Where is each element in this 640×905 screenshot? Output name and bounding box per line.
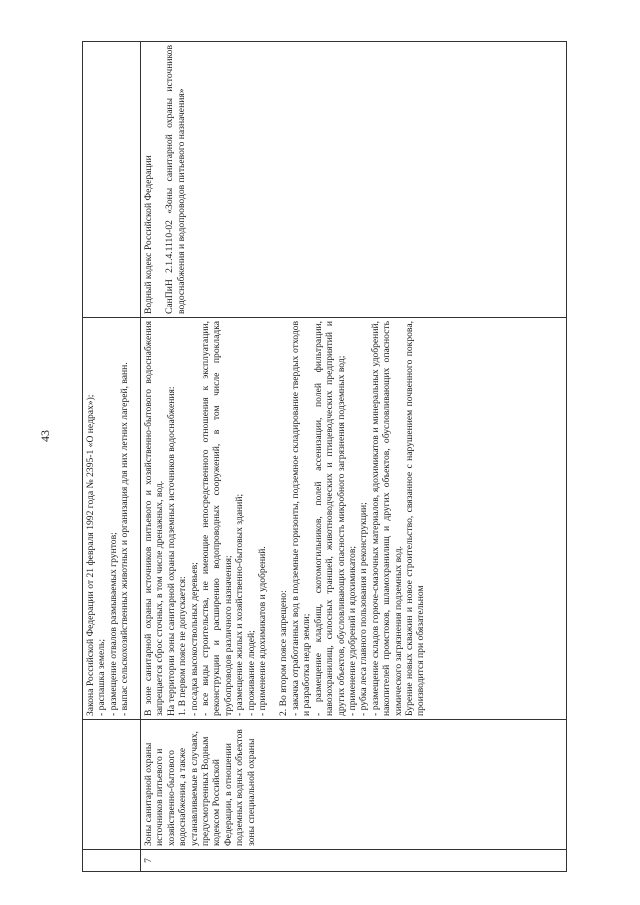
table-row xyxy=(83,42,141,872)
page-number: 43 xyxy=(38,430,52,442)
zone-name: Зоны санитарной охраны источников питьевого и хозяйственно-бытового водоснабжения, а также устанавливаемые в случаях, предусмотренных Водным кодексом Российской Федерации, в отношении подземных водных объектов зоны специальной охраны xyxy=(141,720,567,850)
restriction-territory: На территории зоны санитарной охраны подземных источников водоснабжения: xyxy=(165,386,177,716)
belt1-header: 1. В первом поясе не допускается: xyxy=(177,576,189,716)
belt2-item: Бурение новых скважин и новое строительство, связанное с нарушением почвенного покрова, производится при обязательном xyxy=(403,321,427,716)
belt2-item: - применение удобрений и ядохимикатов; xyxy=(346,545,358,716)
text-line: - выпас сельскохозяйственных животных и организация для них летних лагерей, ванн. xyxy=(119,362,131,716)
cell-restrictions-top xyxy=(83,318,141,720)
rotated-document xyxy=(82,42,567,872)
restrictions-cell xyxy=(141,318,567,720)
paragraph-gap xyxy=(154,45,164,314)
legal-basis-cell xyxy=(141,42,567,318)
belt2-item: - размещение кладбищ, скотомогильников, полей ассенизации, полей фильтрации, навозохранилищ, силосных траншей, животноводческих и птицеводческих предприятий и других объектов, обусловливающих опасность микробного загрязнения подземных вод; xyxy=(312,321,347,716)
belt2-item: - закачка отработанных вод в подземные горизонты, подземное складирование твердых отходов и разработка недр земли; xyxy=(289,321,313,716)
paragraph-gap xyxy=(268,321,278,716)
cell-name-top xyxy=(83,720,141,850)
belt1-item: - все виды строительства, не имеющие непосредственного отношения к эксплуатации, реконструкции и расширению водопроводных сооружений, в том числе прокладка трубопроводов различного назначения; xyxy=(200,321,234,716)
belt1-item: - посадка высокоствольных деревьев; xyxy=(188,562,200,716)
cell-number-top xyxy=(83,850,141,872)
table-row xyxy=(141,42,567,872)
belt1-item: - размещение жилых и хозяйственно-бытовых зданий; xyxy=(234,493,246,716)
belt2-item: - размещение складов горюче-смазочных материалов, ядохимикатов и минеральных удобрений, накопителей промстоков, шламохранилищ и других объектов, обусловливающих опасность химического загрязнения подземных вод. xyxy=(369,321,404,716)
cell-basis-top xyxy=(83,42,141,318)
belt1-item: - применение ядохимикатов и удобрений. xyxy=(257,546,269,716)
basis-water-code: Водный кодекс Российской Федерации xyxy=(143,155,154,314)
text-line: - распашка земель; xyxy=(96,638,108,716)
text-line: Закона Российской Федерации от 21 февраля 1992 года № 2395-1 «О недрах»); xyxy=(85,394,96,716)
row-number: 7 xyxy=(141,850,567,872)
belt2-item: - рубка леса главного пользования и реконструкции; xyxy=(358,502,370,716)
restrictions-table xyxy=(82,41,567,872)
text-line: - размещение отвалов размываемых грунтов; xyxy=(107,532,119,716)
basis-sanpin: СанПиН 2.1.4.1110-02 «Зоны санитарной охраны источников водоснабжения и водопроводов питьевого назначения» xyxy=(164,45,187,314)
belt2-header: 2. Во втором поясе запрещено: xyxy=(278,590,290,716)
belt1-item: - проживание людей; xyxy=(245,630,257,716)
restriction-intro: В зоне санитарной охраны источников питьевого и хозяйственно-бытового водоснабжения запрещается сброс сточных, в том числе дренажных, вод. xyxy=(143,321,166,716)
